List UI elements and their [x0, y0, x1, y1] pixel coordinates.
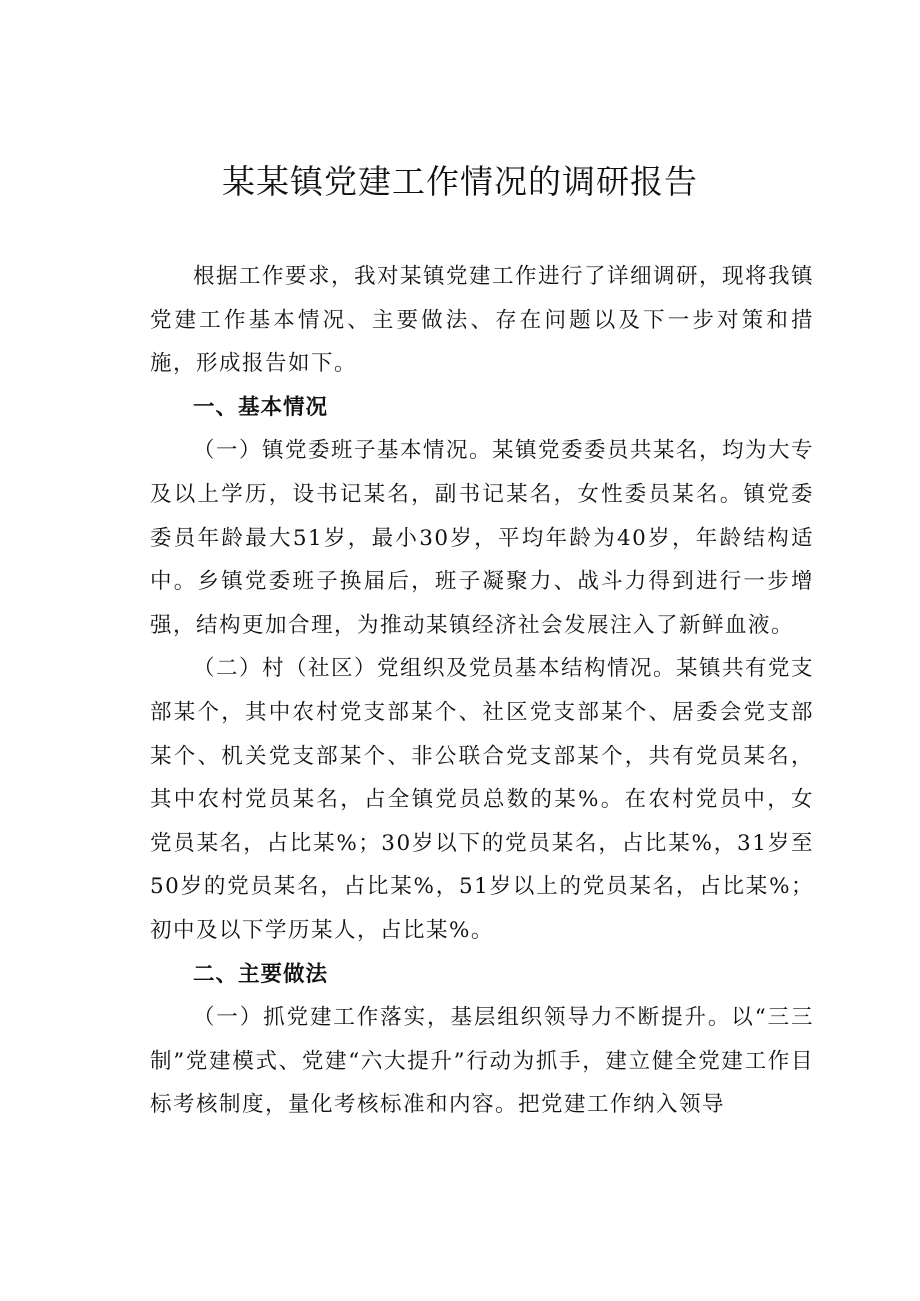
- paragraph-party-structure: （二）村（社区）党组织及党员基本结构情况。某镇共有党支部某个，其中农村党支部某个、社区党支部某个、居委会党支部某个、机关党支部某个、非公联合党支部某个，共有党员某名，其中农村党员某名，占全镇党员总数的某%。在农村党员中，女党员某名，占比某%；30岁以下的党员某名，占比某%，31岁至50岁的党员某名，占比某%，51岁以上的党员某名，占比某%；初中及以下学历某人，占比某%。: [150, 656, 815, 943]
- intro-paragraph: 根据工作要求，我对某镇党建工作进行了详细调研，现将我镇党建工作基本情况、主要做法、存在问题以及下一步对策和措施，形成报告如下。: [150, 264, 815, 377]
- document-body: [150, 255, 814, 1127]
- section-heading-basic-situation: 一、基本情况: [193, 394, 329, 420]
- section-heading-main-practices: 二、主要做法: [193, 961, 329, 987]
- document-title: 某某镇党建工作情况的调研报告: [222, 162, 698, 201]
- paragraph-leadership: （一）抓党建工作落实，基层组织领导力不断提升。以“三三制”党建模式、党建“六大提升”行动为抓手，建立健全党建工作目标考核制度，量化考核标准和内容。把党建工作纳入领导: [150, 1005, 814, 1118]
- paragraph-party-committee: （一）镇党委班子基本情况。某镇党委委员共某名，均为大专及以上学历，设书记某名，副书记某名，女性委员某名。镇党委委员年龄最大51岁，最小30岁，平均年龄为40岁，年龄结构适中。乡镇党委班子换届后，班子凝聚力、战斗力得到进行一步增强，结构更加合理，为推动某镇经济社会发展注入了新鲜血液。: [150, 438, 815, 638]
